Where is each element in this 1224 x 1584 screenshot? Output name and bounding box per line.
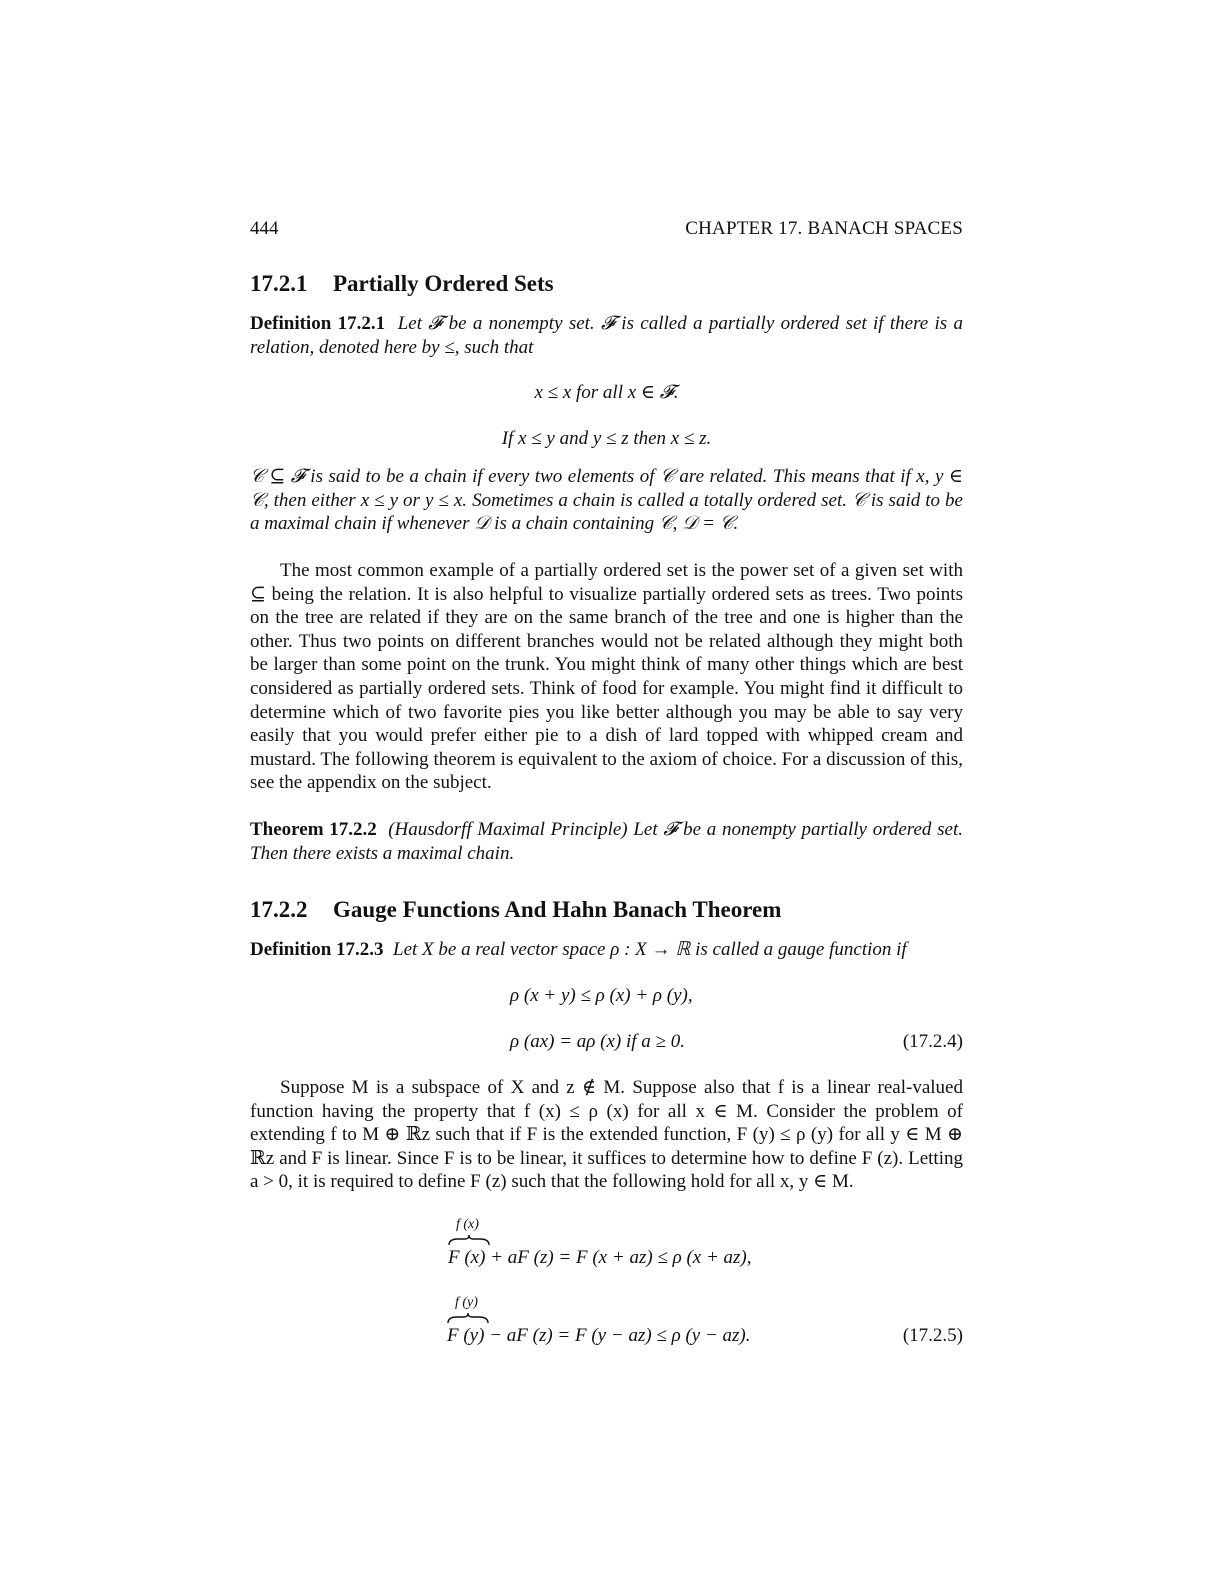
display-reflexive: x ≤ x for all x ∈ 𝓕. (534, 382, 679, 403)
equation-lhs: F (y) (447, 1325, 485, 1346)
equation-rest: + aF (z) = F (x + az) ≤ ρ (x + az), (490, 1247, 752, 1268)
theorem-text: (Hausdorff Maximal Principle) Let 𝓕 be a nonempty partially ordered set. Then there exists a maximal chain. (250, 819, 964, 864)
definition-17-2-1 (250, 312, 963, 359)
body-paragraph-2: Suppose M is a subspace of X and z ∉ M. Suppose also that f is a linear real-valued function having the property that f (x) ≤ ρ (x) for all x ∈ M. Consider the problem of extending f to M ⊕ ℝz such that if F is the extended function, F (y) ≤ ρ (y) for all y ∈ M ⊕ ℝz and F is linear. Since F is to be linear, it suffices to determine how to define F (z). Letting a > 0, it is required to define F (z) such that the following hold for all x, y ∈ M. (250, 1077, 963, 1193)
equation-number: (17.2.5) (902, 1325, 963, 1346)
section-number: 17.2.2 (250, 897, 308, 922)
theorem-17-2-2 (250, 818, 963, 865)
definition-17-2-3 (250, 938, 963, 962)
extension-equation-2 (447, 1325, 751, 1347)
gauge-homogeneous-equation: ρ (ax) = aρ (x) if a ≥ 0. (510, 1031, 685, 1052)
overbrace (447, 1312, 489, 1324)
equation-rest: − aF (z) = F (y − az) ≤ ρ (y − az). (489, 1325, 751, 1346)
equation-number: (17.2.4) (902, 1031, 963, 1052)
display-transitive: If x ≤ y and y ≤ z then x ≤ z. (501, 428, 712, 449)
gauge-subadditive-equation: ρ (x + y) ≤ ρ (x) + ρ (y), (510, 985, 693, 1006)
extension-equation-1 (448, 1247, 752, 1269)
section-number: 17.2.1 (250, 271, 308, 296)
running-title: CHAPTER 17. BANACH SPACES (685, 218, 963, 239)
section-heading-1 (250, 271, 963, 297)
definition-text: Let X be a real vector space ρ : X → ℝ is called a gauge function if (393, 939, 907, 960)
definition-text: Let 𝓕 be a nonempty set. 𝓕 is called a partially ordered set if there is a relation, denoted here by ≤, such that (250, 313, 964, 358)
chain-definition: 𝒞 ⊆ 𝓕 is said to be a chain if every two elements of 𝒞 are related. This means that if x, y ∈ 𝒞, then either x ≤ y or y ≤ x. Sometimes a chain is called a totally ordered set. 𝒞 is said to be a maximal chain if whenever 𝒟 is a chain containing 𝒞, 𝒟 = 𝒞. (250, 466, 963, 535)
theorem-label: Theorem 17.2.2 (250, 819, 377, 840)
section-title: Gauge Functions And Hahn Banach Theorem (333, 897, 782, 922)
definition-label: Definition 17.2.3 (250, 939, 384, 960)
equation-lhs: F (x) (448, 1247, 486, 1268)
overbrace-label: f (x) (456, 1217, 479, 1232)
body-paragraph-1: The most common example of a partially ordered set is the power set of a given set with ⊆ being the relation. It is also helpful to visualize partially ordered sets as trees. Two points on the tree are related if they are on the same branch of the tree and one is higher than the other. Thus two points on different branches would not be related although they might both be larger than some point on the trunk. You might think of many other things which are best considered as partially ordered sets. Think of food for example. You might find it difficult to determine which of two favorite pies you like better although you may be able to say very easily that you would prefer either pie to a dish of lard topped with whipped cream and mustard. The following theorem is equivalent to the axiom of choice. For a discussion of this, see the appendix on the subject. (250, 560, 963, 794)
page-number: 444 (250, 218, 279, 239)
section-heading-2 (250, 897, 963, 923)
overbrace (448, 1234, 490, 1246)
section-title: Partially Ordered Sets (333, 271, 554, 296)
definition-label: Definition 17.2.1 (250, 313, 386, 334)
overbrace-label: f (y) (455, 1295, 478, 1310)
